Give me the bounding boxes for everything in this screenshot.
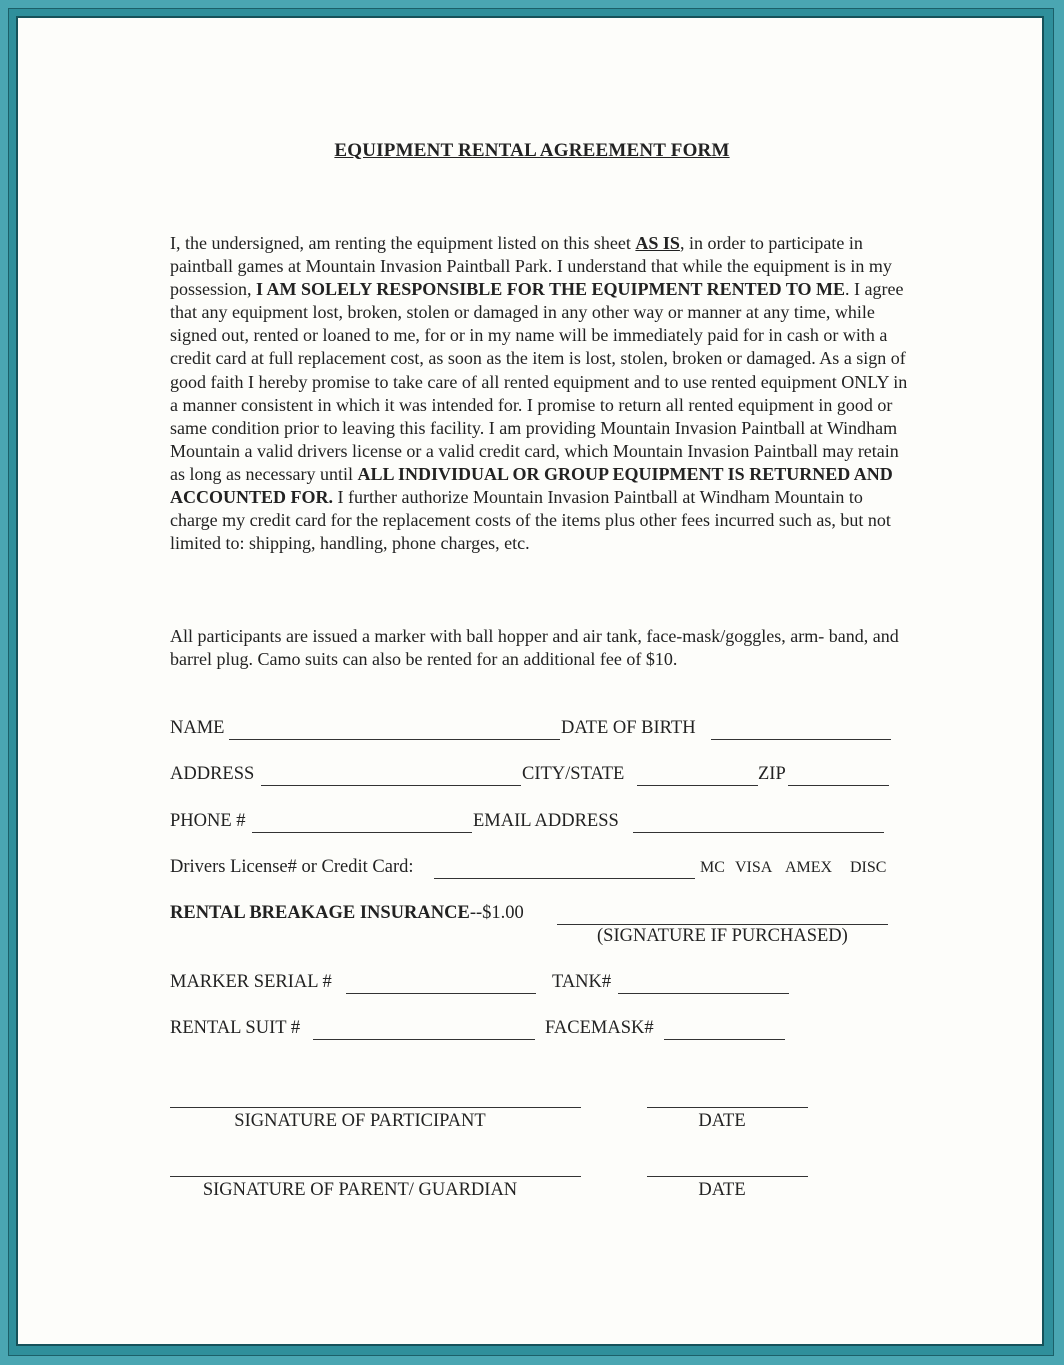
zip-field[interactable] bbox=[788, 785, 889, 786]
card-type-visa[interactable]: VISA bbox=[735, 859, 773, 876]
parent-date-field[interactable] bbox=[647, 1176, 808, 1177]
marker-serial-field[interactable] bbox=[346, 993, 536, 994]
card-type-mc[interactable]: MC bbox=[700, 859, 725, 876]
as-is-text: AS IS bbox=[635, 233, 680, 253]
address-field[interactable] bbox=[261, 785, 521, 786]
participant-signature-caption: SIGNATURE OF PARTICIPANT bbox=[234, 1111, 486, 1131]
parent-signature-field[interactable] bbox=[170, 1176, 581, 1177]
phone-label: PHONE # bbox=[170, 811, 246, 831]
facemask-field[interactable] bbox=[664, 1039, 785, 1040]
zip-label: ZIP bbox=[758, 764, 786, 784]
insurance-signature-field[interactable] bbox=[557, 924, 888, 925]
insurance-signature-caption: (SIGNATURE IF PURCHASED) bbox=[597, 926, 848, 946]
phone-field[interactable] bbox=[252, 832, 472, 833]
p1-text-b: , in order to participate in paintball games at Mountain Invasion Paintball Park. I understand that while the equipment is in my possession, bbox=[170, 233, 892, 300]
address-label: ADDRESS bbox=[170, 764, 255, 784]
p1-text-a: I, the undersigned, am renting the equipment listed on this sheet bbox=[170, 233, 636, 253]
document-page bbox=[16, 16, 1044, 1346]
participant-date-field[interactable] bbox=[647, 1107, 808, 1108]
agreement-paragraph bbox=[170, 232, 910, 555]
tank-label: TANK# bbox=[552, 972, 612, 992]
form-title: EQUIPMENT RENTAL AGREEMENT FORM bbox=[334, 140, 730, 161]
dob-field[interactable] bbox=[711, 739, 891, 740]
tank-field[interactable] bbox=[618, 993, 789, 994]
email-field[interactable] bbox=[633, 832, 884, 833]
p1-text-d: I further authorize Mountain Invasion Paintball at Windham Mountain to charge my credit card for the replacement costs of the items plus other fees incurred such as, but not limited to: shipping, handling, phone charges, etc. bbox=[170, 487, 891, 554]
rental-suit-field[interactable] bbox=[313, 1039, 535, 1040]
name-field[interactable] bbox=[229, 739, 560, 740]
rental-suit-label: RENTAL SUIT # bbox=[170, 1018, 301, 1038]
insurance-bold-label: RENTAL BREAKAGE INSURANCE bbox=[170, 903, 470, 923]
return-statement: ALL INDIVIDUAL OR GROUP EQUIPMENT IS RETURNED AND ACCOUNTED FOR. bbox=[170, 463, 893, 508]
insurance-label bbox=[170, 903, 524, 924]
license-label: Drivers License# or Credit Card: bbox=[170, 857, 414, 877]
participants-paragraph: All participants are issued a marker with ball hopper and air tank, face-mask/goggles, arm- band, and barrel plug. Camo suits can also be rented for an additional fee of $10. bbox=[170, 626, 899, 670]
license-field[interactable] bbox=[434, 878, 695, 879]
p1-text-c: . I agree that any equipment lost, broken, stolen or damaged in any other way or manner at any time, while signed out, rented or loaned to me, for or in my name will be immediately paid for in cash or with a credit card at full replacement cost, as soon as the item is lost, stolen, broken or damaged. As a sign of good faith I hereby promise to take care of all rented equipment and to use rented equipment ONLY in a manner consistent in which it was intended for. I promise to return all rented equipment in good or same condition prior to leaving this facility. I am providing Mountain Invasion Paintball at Windham Mountain a valid drivers license or a valid credit card, which Mountain Invasion Paintball may retain as long as necessary until bbox=[170, 279, 908, 484]
facemask-label: FACEMASK# bbox=[545, 1018, 654, 1038]
parent-signature-caption: SIGNATURE OF PARENT/ GUARDIAN bbox=[202, 1180, 518, 1200]
dob-label: DATE OF BIRTH bbox=[561, 718, 696, 738]
card-type-disc[interactable]: DISC bbox=[850, 859, 887, 876]
marker-serial-label: MARKER SERIAL # bbox=[170, 972, 332, 992]
city-state-label: CITY/STATE bbox=[522, 764, 625, 784]
city-state-field[interactable] bbox=[637, 785, 758, 786]
responsibility-statement: I AM SOLELY RESPONSIBLE FOR THE EQUIPMENT RENTED TO ME bbox=[256, 279, 845, 300]
insurance-price: --$1.00 bbox=[469, 903, 524, 923]
participant-date-caption: DATE bbox=[698, 1111, 746, 1131]
participant-signature-field[interactable] bbox=[170, 1107, 581, 1108]
parent-date-caption: DATE bbox=[698, 1180, 746, 1200]
email-label: EMAIL ADDRESS bbox=[473, 811, 619, 831]
name-label: NAME bbox=[170, 718, 225, 738]
card-type-amex[interactable]: AMEX bbox=[785, 859, 833, 876]
